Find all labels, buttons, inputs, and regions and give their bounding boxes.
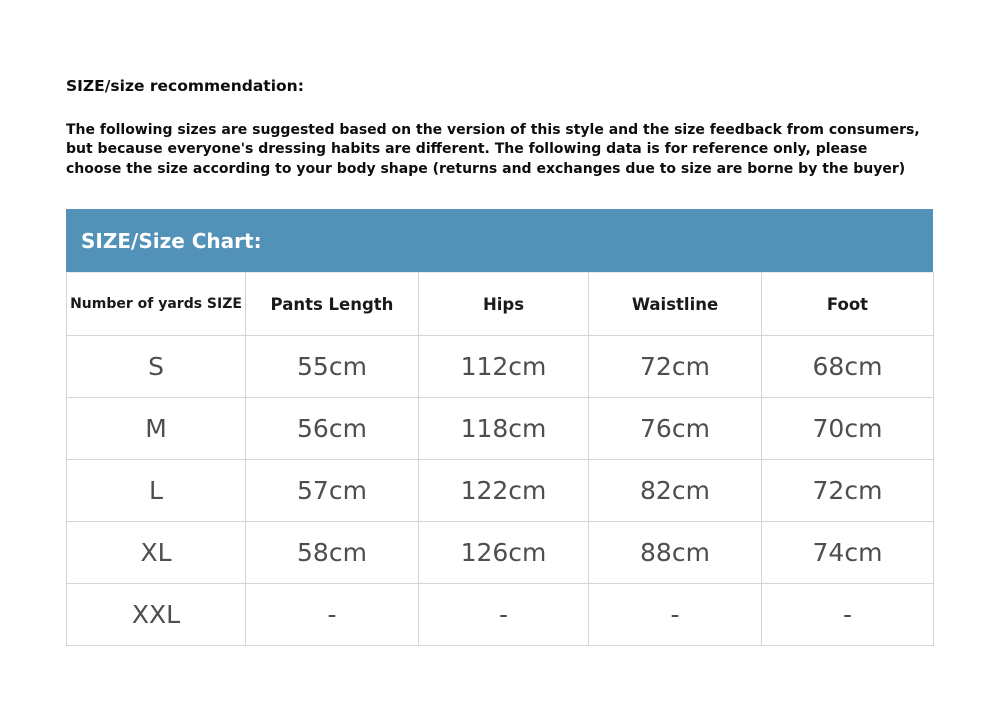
foot-cell: 70cm [762,398,934,460]
hips-cell: 122cm [419,460,589,522]
foot-cell: 72cm [762,460,934,522]
pants-length-cell: 57cm [246,460,419,522]
size-table-header-row [67,273,934,336]
column-header-foot: Foot [762,273,934,336]
size-label-cell: L [67,460,246,522]
pants-length-cell: - [246,584,419,646]
size-recommendation-heading: SIZE/size recommendation: [66,77,304,95]
pants-length-cell: 55cm [246,336,419,398]
recommendation-line-2: but because everyone's dressing habits are different. The following data is for reference only, please [66,141,868,158]
size-row-s [67,336,934,398]
size-recommendation-paragraph [66,121,920,179]
recommendation-line-3: choose the size according to your body shape (returns and exchanges due to size are borne by the buyer) [66,160,906,177]
column-header-pants-length: Pants Length [246,273,419,336]
size-label-cell: XXL [67,584,246,646]
size-row-l [67,460,934,522]
size-row-m [67,398,934,460]
size-chart-title: SIZE/Size Chart: [81,228,262,253]
waistline-cell: 82cm [589,460,762,522]
hips-cell: 126cm [419,522,589,584]
size-label-cell: XL [67,522,246,584]
size-chart-table [66,272,934,646]
pants-length-cell: 58cm [246,522,419,584]
column-header-size: Number of yards SIZE [67,273,246,336]
waistline-cell: 72cm [589,336,762,398]
foot-cell: - [762,584,934,646]
foot-cell: 68cm [762,336,934,398]
waistline-cell: - [589,584,762,646]
size-row-xl [67,522,934,584]
size-row-xxl [67,584,934,646]
size-label-cell: M [67,398,246,460]
pants-length-cell: 56cm [246,398,419,460]
size-chart-title-bar [66,209,933,272]
column-header-waistline: Waistline [589,273,762,336]
hips-cell: 112cm [419,336,589,398]
hips-cell: 118cm [419,398,589,460]
waistline-cell: 88cm [589,522,762,584]
waistline-cell: 76cm [589,398,762,460]
size-label-cell: S [67,336,246,398]
hips-cell: - [419,584,589,646]
column-header-hips: Hips [419,273,589,336]
foot-cell: 74cm [762,522,934,584]
recommendation-line-1: The following sizes are suggested based on the version of this style and the size feedback from consumers, [66,122,920,138]
